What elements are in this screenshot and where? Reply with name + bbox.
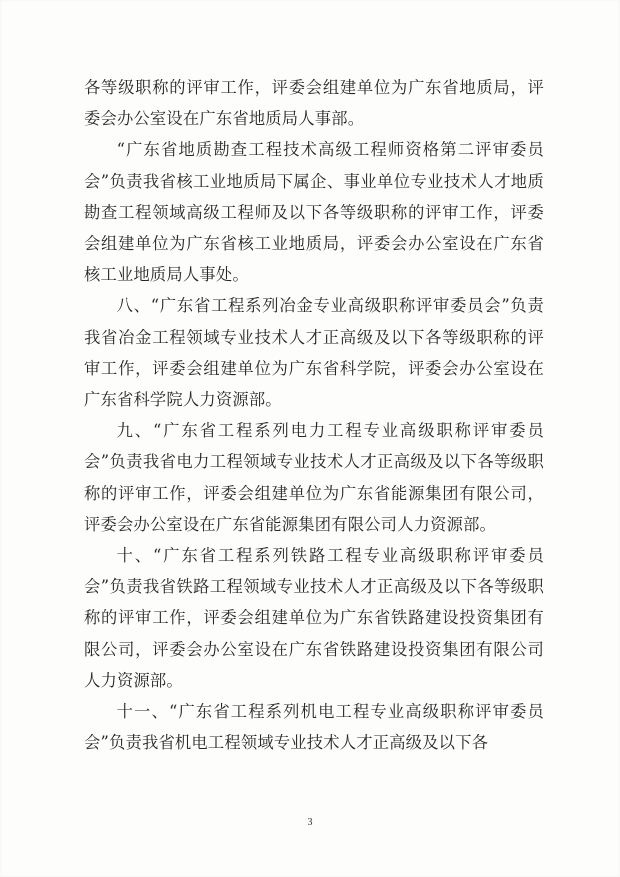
document-body xyxy=(84,72,544,758)
paragraph-continued: 各等级职称的评审工作，评委会组建单位为广东省地质局，评委会办公室设在广东省地质局人事部。 xyxy=(84,78,544,129)
page-number: 3 xyxy=(307,817,313,828)
paragraph-item-11-electromechanical: 十一、“广东省工程系列机电工程专业高级职称评审委员会”负责我省机电工程领域专业技术人才正高级及以下各 xyxy=(84,702,544,753)
paragraph-item-10-railway: 十、“广东省工程系列铁路工程专业高级职称评审委员会”负责我省铁路工程领域专业技术人才正高级及以下各等级职称的评审工作，评委会组建单位为广东省铁路建设投资集团有限公司，评委会办公室设在广东省铁路建设投资集团有限公司人力资源部。 xyxy=(84,546,544,690)
paragraph-geological-survey-second-committee: “广东省地质勘查工程技术高级工程师资格第二评审委员会”负责我省核工业地质局下属企、事业单位专业技术人才地质勘查工程领域高级工程师及以下各等级职称的评审工作，评委会组建单位为广东省核工业地质局，评委会办公室设在广东省核工业地质局人事处。 xyxy=(84,140,544,285)
paragraph-item-8-metallurgy: 八、“广东省工程系列冶金专业高级职称评审委员会”负责我省冶金工程领域专业技术人才正高级及以下各等级职称的评审工作，评委会组建单位为广东省科学院，评委会办公室设在广东省科学院人力资源部。 xyxy=(84,296,544,410)
paragraph-item-9-electric-power: 九、“广东省工程系列电力工程专业高级职称评审委员会”负责我省电力工程领域专业技术人才正高级及以下各等级职称的评审工作，评委会组建单位为广东省能源集团有限公司，评委会办公室设在广东省能源集团有限公司人力资源部。 xyxy=(84,421,544,534)
